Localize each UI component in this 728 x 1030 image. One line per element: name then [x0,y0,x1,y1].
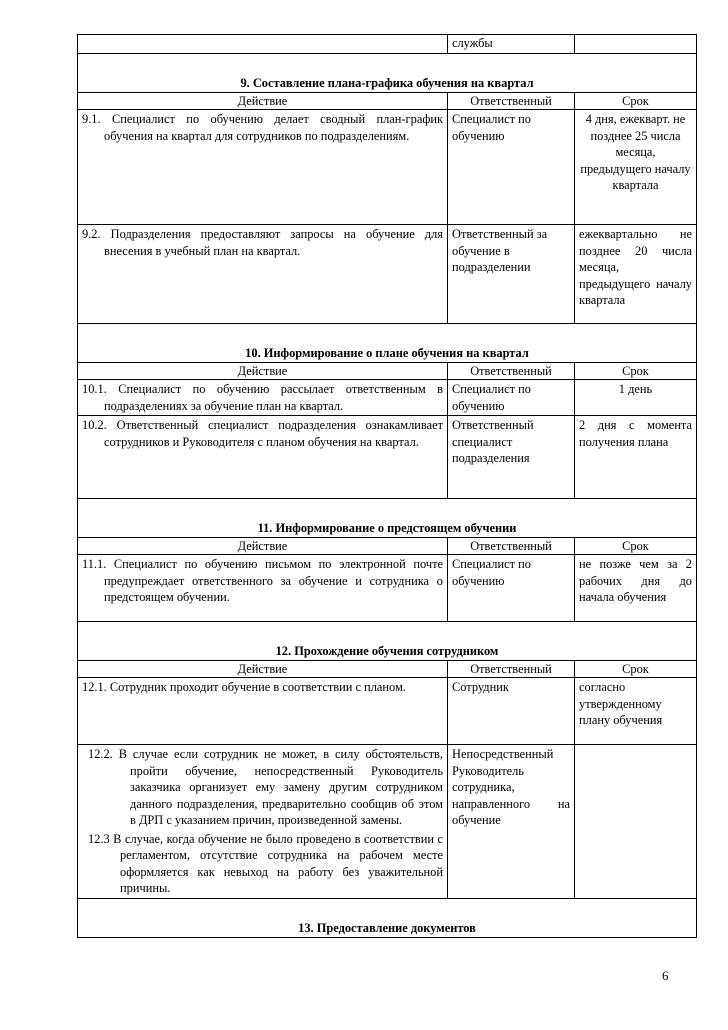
action-cell: 12.1. Сотрудник проходит обучение в соответствии с планом. [78,678,448,745]
header-responsible: Ответственный [448,363,575,380]
header-action: Действие [78,661,448,678]
action-cell [78,35,448,54]
section-title: 12. Прохождение обучения сотрудником [275,644,499,658]
table-row [78,225,697,324]
section-title: 9. Составление плана-графика обучения на квартал [240,76,534,90]
section-title-row [78,499,697,538]
section-title-row [78,54,697,93]
responsible-cell: Сотрудник [448,678,575,745]
deadline-cell: согласно утвержденному плану обучения [575,678,697,745]
table-header-row [78,538,697,555]
section-title-row [78,622,697,661]
action-cell: 10.2. Ответственный специалист подразделения ознакамливает сотрудников и Руководителя с планом обучения на квартал. [78,416,448,499]
section-title-row [78,898,697,937]
table-header-row [78,93,697,110]
table-row [78,678,697,745]
action-cell: 11.1. Специалист по обучению письмом по электронной почте предупреждает ответственного за обучение и сотрудника о предстоящем обучении. [78,555,448,622]
procedure-table [77,34,697,938]
action-cell: 9.2. Подразделения предоставляют запросы на обучение для внесения в учебный план на квартал. [78,225,448,324]
header-deadline: Срок [575,661,697,678]
deadline-cell [575,745,697,899]
deadline-cell: 4 дня, ежекварт. не позднее 25 числа месяца, предыдущего началу квартала [575,110,697,225]
table-row [78,380,697,416]
action-paragraph: 12.2. В случае если сотрудник не может, в силу обстоятельств, пройти обучение, непосредственный Руководитель заказчика организует ему замену другим сотрудником данного подразделения, предварительно сообщив об этом в ДРП с указанием причин, произведенной замены. [88,747,443,827]
section-title: 10. Информирование о плане обучения на квартал [245,346,529,360]
action-cell: 9.1. Специалист по обучению делает сводный план-график обучения на квартал для сотрудников по подразделениям. [78,110,448,225]
responsible-cell: Специалист по обучению [448,110,575,225]
header-action: Действие [78,538,448,555]
page-number: 6 [662,968,669,983]
action-paragraph: 12.3 В случае, когда обучение не было проведено в соответствии с регламентом, отсутствие сотрудника на рабочем месте оформляется как невыход на работу без уважительной причины. [88,831,443,895]
action-cell [78,745,448,899]
deadline-cell [575,35,697,54]
section-title-row [78,324,697,363]
table-row [78,110,697,225]
table-row [78,35,697,54]
responsible-cell: Ответственный специалист подразделения [448,416,575,499]
header-action: Действие [78,363,448,380]
deadline-cell: 1 день [575,380,697,416]
action-cell: 10.1. Специалист по обучению рассылает ответственным в подразделениях за обучение план на квартал. [78,380,448,416]
table-row [78,745,697,899]
table-header-row [78,661,697,678]
deadline-cell: не позже чем за 2 рабочих дня до начала обучения [575,555,697,622]
table-row [78,555,697,622]
header-deadline: Срок [575,93,697,110]
header-deadline: Срок [575,363,697,380]
responsible-cell: Специалист по обучению [448,380,575,416]
responsible-cell: службы [448,35,575,54]
header-responsible: Ответственный [448,538,575,555]
header-responsible: Ответственный [448,661,575,678]
deadline-cell: 2 дня с момента получения плана [575,416,697,499]
responsible-cell: Непосредственный Руководитель сотрудника, направленного на обучение [448,745,575,899]
table-row [78,416,697,499]
header-action: Действие [78,93,448,110]
section-title: 13. Предоставление документов [298,920,476,935]
responsible-cell: Ответственный за обучение в подразделении [448,225,575,324]
table-header-row [78,363,697,380]
responsible-cell: Специалист по обучению [448,555,575,622]
header-deadline: Срок [575,538,697,555]
section-title: 11. Информирование о предстоящем обучении [257,521,517,535]
header-responsible: Ответственный [448,93,575,110]
deadline-cell: ежеквартально не позднее 20 числа месяца, предыдущего началу квартала [575,225,697,324]
